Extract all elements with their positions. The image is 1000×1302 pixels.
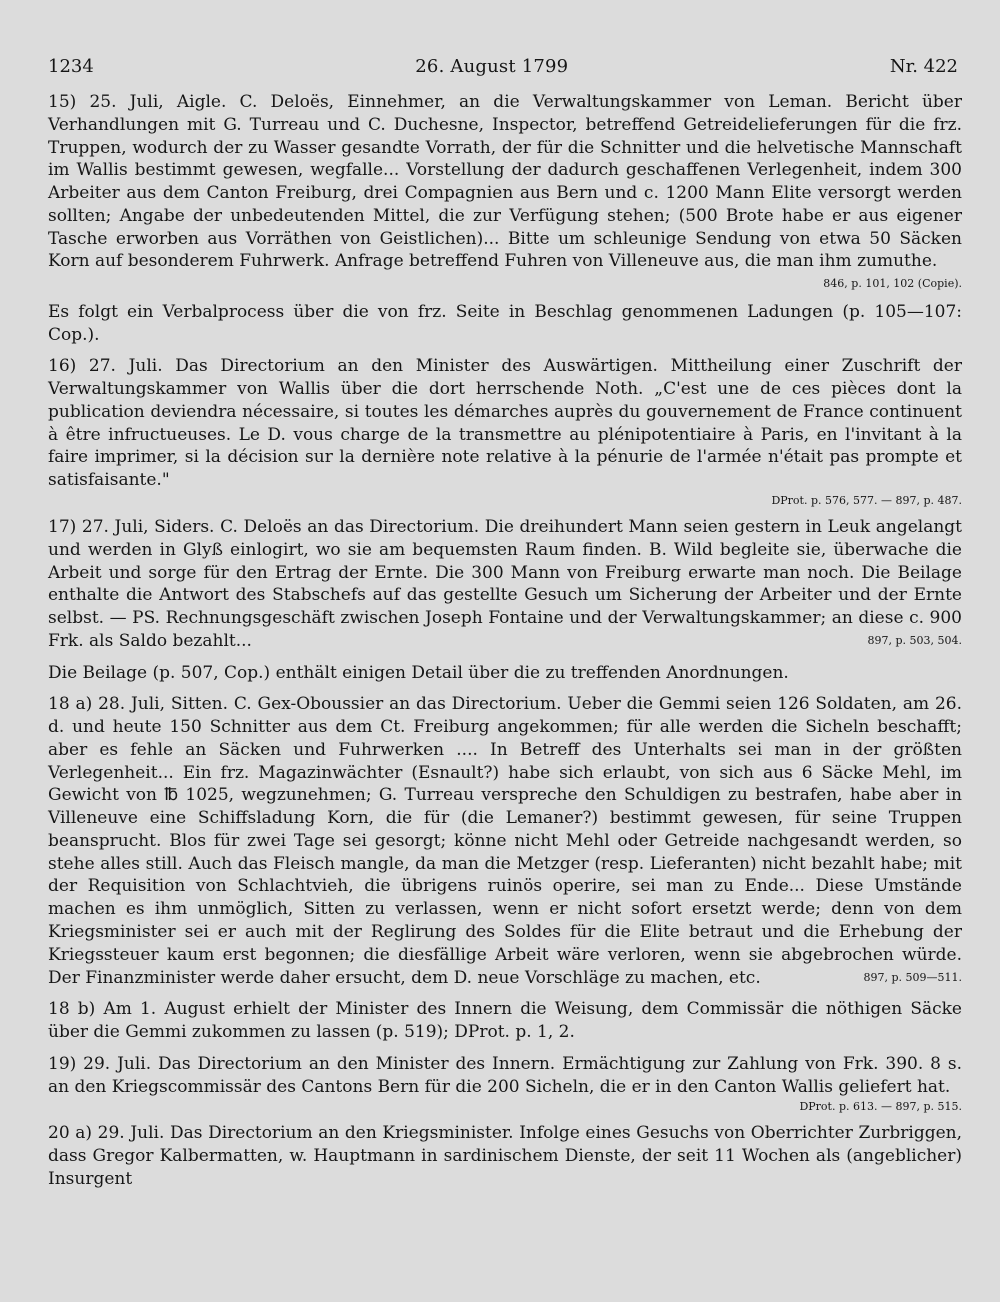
source-reference: 897, p. 509—511. bbox=[863, 970, 962, 984]
entry-20a bbox=[48, 1122, 962, 1190]
document-number: Nr. 422 bbox=[889, 56, 958, 77]
entry-text: 17) 27. Juli, Siders. C. Deloës an das Directorium. Die dreihundert Mann seien gestern in Leuk angelangt und werden in Glyß einlogirt, wo sie am bequemsten Raum finden. B. Wild begleite sie, überwache die Arbeit und sorge für den Ertrag der Ernte. Die 300 Mann von Freiburg erwarte man noch. Die Beilage enthalte die Antwort des Stabschefs auf das gestellte Gesuch um Sicherung der Arbeiter und der Ernte selbst. — PS. Rechnungsgeschäft zwischen Joseph Fontaine und der Verwaltungskammer; an diese c. 900 Frk. als Saldo bezahlt... bbox=[48, 516, 962, 651]
entry-text: 20 a) 29. Juli. Das Directorium an den Kriegsminister. Infolge eines Gesuchs von Oberrichter Zurbriggen, dass Gregor Kalbermatten, w. Hauptmann in sardinischem Dienste, der seit 11 Wochen als (angeblicher) Insurgent bbox=[48, 1123, 962, 1189]
entry-text: 16) 27. Juli. Das Directorium an den Minister des Auswärtigen. Mittheilung einer Zuschrift der Verwaltungskammer von Wallis über die dort herrschende Noth. „C'est une de ces pièces dont la publication deviendra nécessaire, si toutes les démarches auprès du gouvernement de France continuent à être infructueuses. Le D. vous charge de la transmettre au plénipotentiaire à Paris, en l'invitant à la faire imprimer, si la décision sur la dernière note relative à la pénurie de l'armée n'était pas prompte et satisfaisante." bbox=[48, 356, 962, 491]
entry-16 bbox=[48, 355, 962, 492]
source-reference: 846, p. 101, 102 (Copie). bbox=[823, 277, 962, 291]
page-number: 1234 bbox=[48, 56, 94, 77]
running-header bbox=[48, 56, 962, 77]
entry-text: 15) 25. Juli, Aigle. C. Deloës, Einnehmer, an die Verwaltungskammer von Leman. Bericht über Verhandlungen mit G. Turreau und C. Duchesne, Inspector, betreffend Getreidelieferungen für die frz. Truppen, wodurch der zu Wasser gesandte Vorrath, der für die Schnitter und die helvetische Mannschaft im Wallis bestimmt gewesen, wegfalle... Vorstellung der dadurch geschaffenen Verlegenheit, indem 300 Arbeiter aus dem Canton Freiburg, drei Compagnien aus Bern und c. 1200 Mann Elite versorgt werden sollten; Angabe der unbedeutenden Mittel, die zur Verfügung stehen; (500 Brote habe er aus eigener Tasche erworben aus Vorräthen von Geistlichen)... Bitte um schleunige Sendung von etwa 50 Säcken Korn auf besonderem Fuhrwerk. Anfrage betreffend Fuhren von Villeneuve aus, die man ihm zumuthe. bbox=[48, 92, 962, 272]
entry-18b bbox=[48, 998, 962, 1044]
entry-18a bbox=[48, 693, 962, 989]
note-beilage: Die Beilage (p. 507, Cop.) enthält einigen Detail über die zu treffenden Anordnungen. bbox=[48, 662, 789, 683]
source-reference: DProt. p. 576, 577. — 897, p. 487. bbox=[771, 493, 962, 507]
entry-text: 19) 29. Juli. Das Directorium an den Minister des Innern. Ermächtigung zur Zahlung von Frk. 390. 8 s. an den Kriegscommissär des Cantons Bern für die 200 Sicheln, die er in den Canton Wallis geliefert hat. bbox=[48, 1053, 962, 1097]
entry-15 bbox=[48, 91, 962, 291]
entry-text: 18 a) 28. Juli, Sitten. C. Gex-Oboussier an das Directorium. Ueber die Gemmi seien 126 Soldaten, am 26. d. und heute 150 Schnitter aus dem Ct. Freiburg angekommen; für alle werden die Sicheln beschafft; aber es fehle an Säcken und Fuhrwerken .... In Betreff des Unterhalts sei man in der größten Verlegenheit... Ein frz. Magazinwächter (Esnault?) habe sich erlaubt, von sich aus 6 Säcke Mehl, im Gewicht von ℔ 1025, wegzunehmen; G. Turreau verspreche den Schuldigen zu bestrafen, habe aber in Villeneuve eine Schiffsladung Korn, die für (die Lemaner?) bestimmt gewesen, für seine Truppen beansprucht. Blos für zwei Tage sei gesorgt; könne nicht Mehl oder Getreide nachgesandt werden, so stehe alles still. Auch das Fleisch mangle, da man die Metzger (resp. Lieferanten) nicht bezahlt habe; mit der Requisition von Schlachtvieh, die übrigens ruinös operire, sei man zu Ende... Diese Umstände machen es ihm unmöglich, Sitten zu verlassen, wenn er nicht sofort ersetzt werde; denn von dem Kriegsminister sei er auch mit der Reglirung des Soldes für die Elite betraut und die Erhebung der Kriegssteuer kaum erst begonnen; die diesfällige Arbeit wäre verloren, wenn sie abgebrochen würde. Der Finanzminister werde daher ersucht, dem D. neue Vorschläge zu machen, etc. bbox=[48, 694, 962, 988]
header-date: 26. August 1799 bbox=[415, 56, 569, 77]
entry-19 bbox=[48, 1053, 962, 1099]
source-reference: 897, p. 503, 504. bbox=[867, 633, 962, 647]
entry-17 bbox=[48, 516, 962, 653]
entry-text: 18 b) Am 1. August erhielt der Minister des Innern die Weisung, dem Commissär die nöthigen Säcke über die Gemmi zukommen zu lassen (p. 519); DProt. p. 1, 2. bbox=[48, 999, 962, 1043]
source-reference: DProt. p. 613. — 897, p. 515. bbox=[799, 1100, 962, 1114]
note-verbalprocess: Es folgt ein Verbalprocess über die von frz. Seite in Beschlag genommenen Ladungen (p. 105—107: Cop.). bbox=[48, 301, 962, 345]
